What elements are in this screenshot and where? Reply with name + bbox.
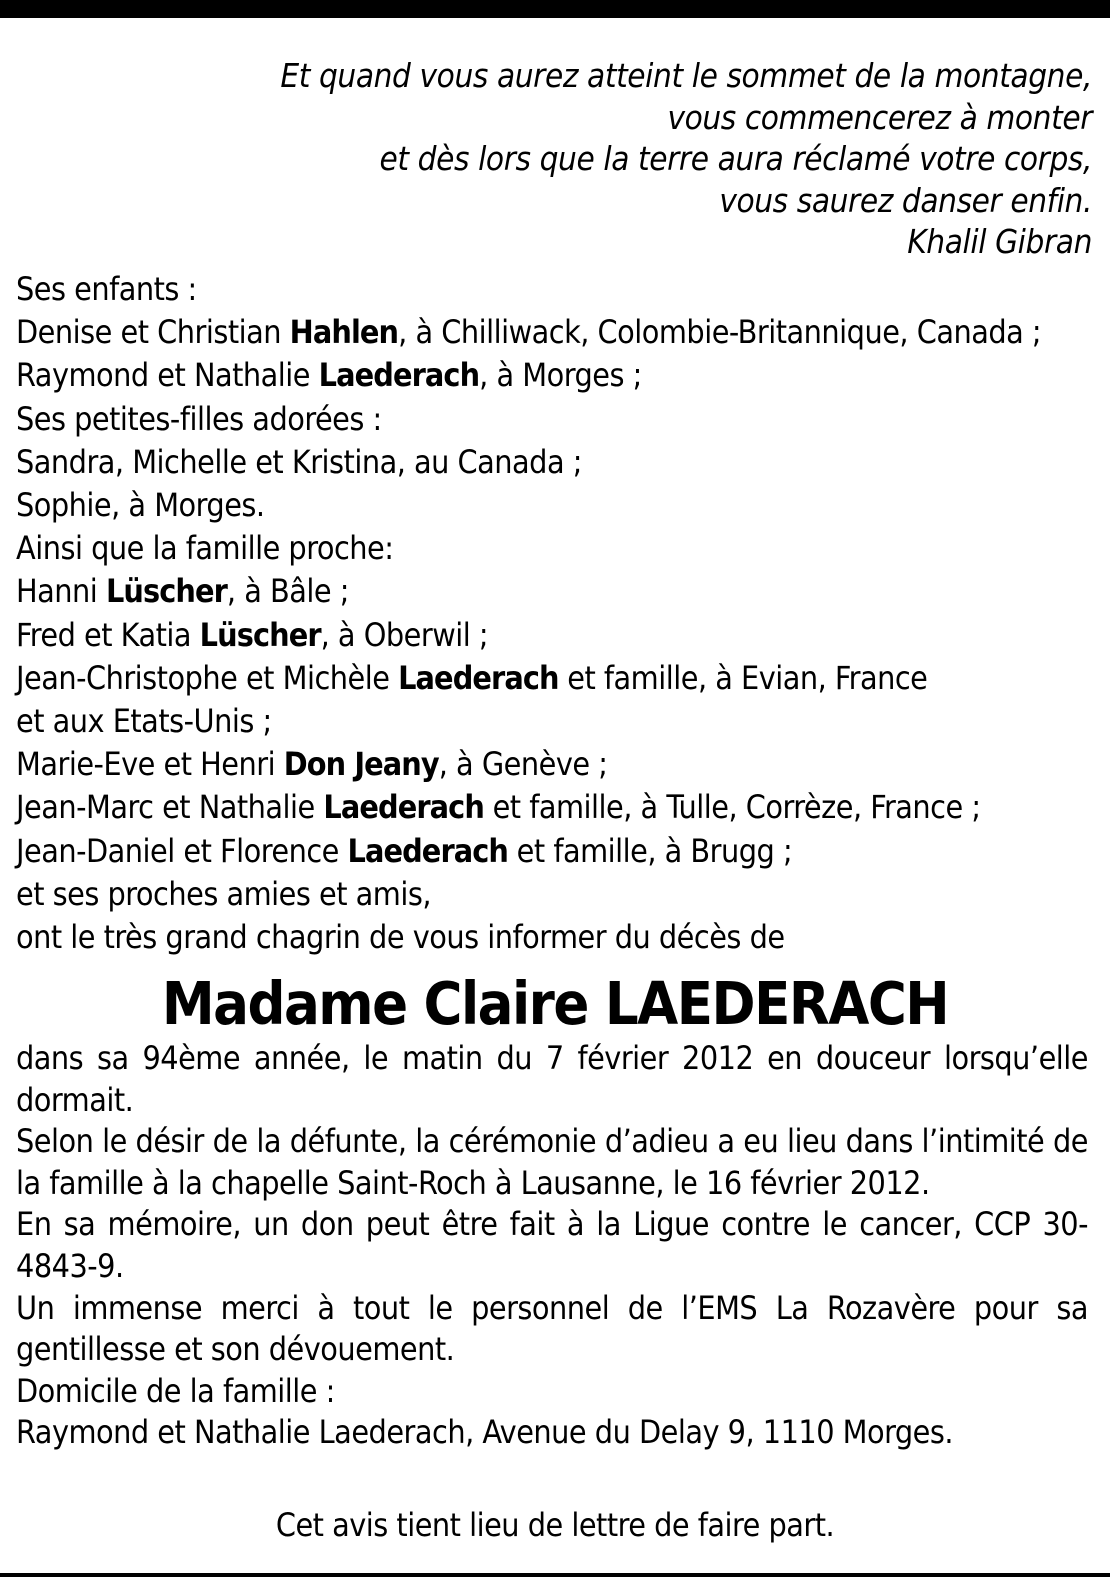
bottom-border-rule: [0, 1573, 1110, 1577]
relative-entry: [16, 830, 1094, 873]
granddaughters-heading: Ses petites-filles adorées :: [16, 399, 382, 438]
quote-author: Khalil Gibran: [907, 222, 1092, 262]
child-entry: [16, 354, 1094, 397]
entry-location: , à Chilliwack, Colombie-Britannique, Canada ;: [398, 313, 1042, 352]
domicile-address: Raymond et Nathalie Laederach, Avenue du Delay 9, 1110 Morges.: [16, 1413, 953, 1452]
closing-line: Cet avis tient lieu de lettre de faire part.: [275, 1506, 835, 1544]
entry-names: Marie-Eve et Henri: [16, 745, 284, 784]
entry-location: et famille, à Tulle, Corrèze, France ;: [483, 788, 981, 827]
entry-names: Jean-Christophe et Michèle: [16, 658, 399, 697]
relative-entry: [16, 614, 1094, 657]
notice-body: [16, 1038, 1088, 1454]
domicile-heading: Domicile de la famille :: [16, 1371, 335, 1410]
entry-names: Jean-Marc et Nathalie: [16, 788, 324, 827]
quote-line: vous commencerez à monter: [667, 97, 1092, 137]
entry-location: , à Genève ;: [438, 745, 608, 784]
deceased-name: Madame Claire LAEDERACH: [161, 969, 949, 1038]
entry-surname: Hahlen: [289, 313, 399, 352]
entry-surname: Laederach: [398, 658, 559, 697]
entry-names: Jean-Daniel et Florence: [16, 831, 348, 870]
family-list: [16, 268, 1094, 959]
donation-paragraph: En sa mémoire, un don peut être fait à la Ligue contre le cancer, CCP 30-4843-9.: [16, 1205, 1088, 1285]
entry-names: Hanni: [16, 572, 106, 611]
thanks-paragraph: Un immense merci à tout le personnel de l’EMS La Rozavère pour sa gentillesse et son dévouement.: [16, 1288, 1088, 1369]
ceremony-paragraph: Selon le désir de la défunte, la cérémonie d’adieu a eu lieu dans l’intimité de la famille à la chapelle Saint-Roch à Lausanne, le 16 février 2012.: [16, 1122, 1088, 1202]
entry-location: , à Morges ;: [479, 356, 642, 395]
entry-surname: Don Jeany: [283, 745, 439, 784]
entry-surname: Laederach: [323, 788, 484, 827]
entry-names: et aux Etats-Unis ;: [16, 702, 272, 741]
age-and-date-paragraph: dans sa 94ème année, le matin du 7 février 2012 en douceur lorsqu’elle dormait.: [16, 1039, 1088, 1119]
entry-surname: Laederach: [318, 356, 480, 395]
relative-entry-continuation: [16, 700, 1094, 743]
relative-entry: [16, 570, 1094, 613]
entry-location: , à Bâle ;: [226, 572, 349, 611]
quote-line: et dès lors que la terre aura réclamé votre corps,: [379, 139, 1092, 179]
relative-entry: [16, 657, 1094, 700]
quote-line: vous saurez danser enfin.: [719, 180, 1092, 220]
relative-entry: [16, 786, 1094, 829]
announcement-line: ont le très grand chagrin de vous informer du décès de: [16, 918, 785, 957]
entry-location: , à Oberwil ;: [320, 615, 489, 654]
entry-names: Raymond et Nathalie: [16, 356, 319, 395]
relatives-heading: Ainsi que la famille proche:: [16, 529, 394, 568]
entry-surname: Laederach: [347, 831, 509, 870]
entry-names: Fred et Katia: [16, 615, 200, 654]
granddaughter-entry: Sandra, Michelle et Kristina, au Canada ;: [16, 442, 582, 481]
entry-names: Denise et Christian: [16, 313, 290, 352]
relative-entry: [16, 743, 1094, 786]
entry-surname: Lüscher: [199, 615, 321, 654]
friends-line: et ses proches amies et amis,: [16, 874, 431, 913]
child-entry: [16, 311, 1094, 354]
entry-surname: Lüscher: [105, 572, 227, 611]
children-heading: Ses enfants :: [16, 270, 197, 308]
granddaughter-entry: Sophie, à Morges.: [16, 486, 265, 525]
entry-location: et famille, à Brugg ;: [508, 831, 793, 870]
entry-location: et famille, à Evian, France: [558, 658, 928, 697]
epigraph-quote: [280, 55, 1092, 263]
quote-line: Et quand vous aurez atteint le sommet de la montagne,: [280, 56, 1092, 95]
top-border-rule: [0, 0, 1110, 18]
